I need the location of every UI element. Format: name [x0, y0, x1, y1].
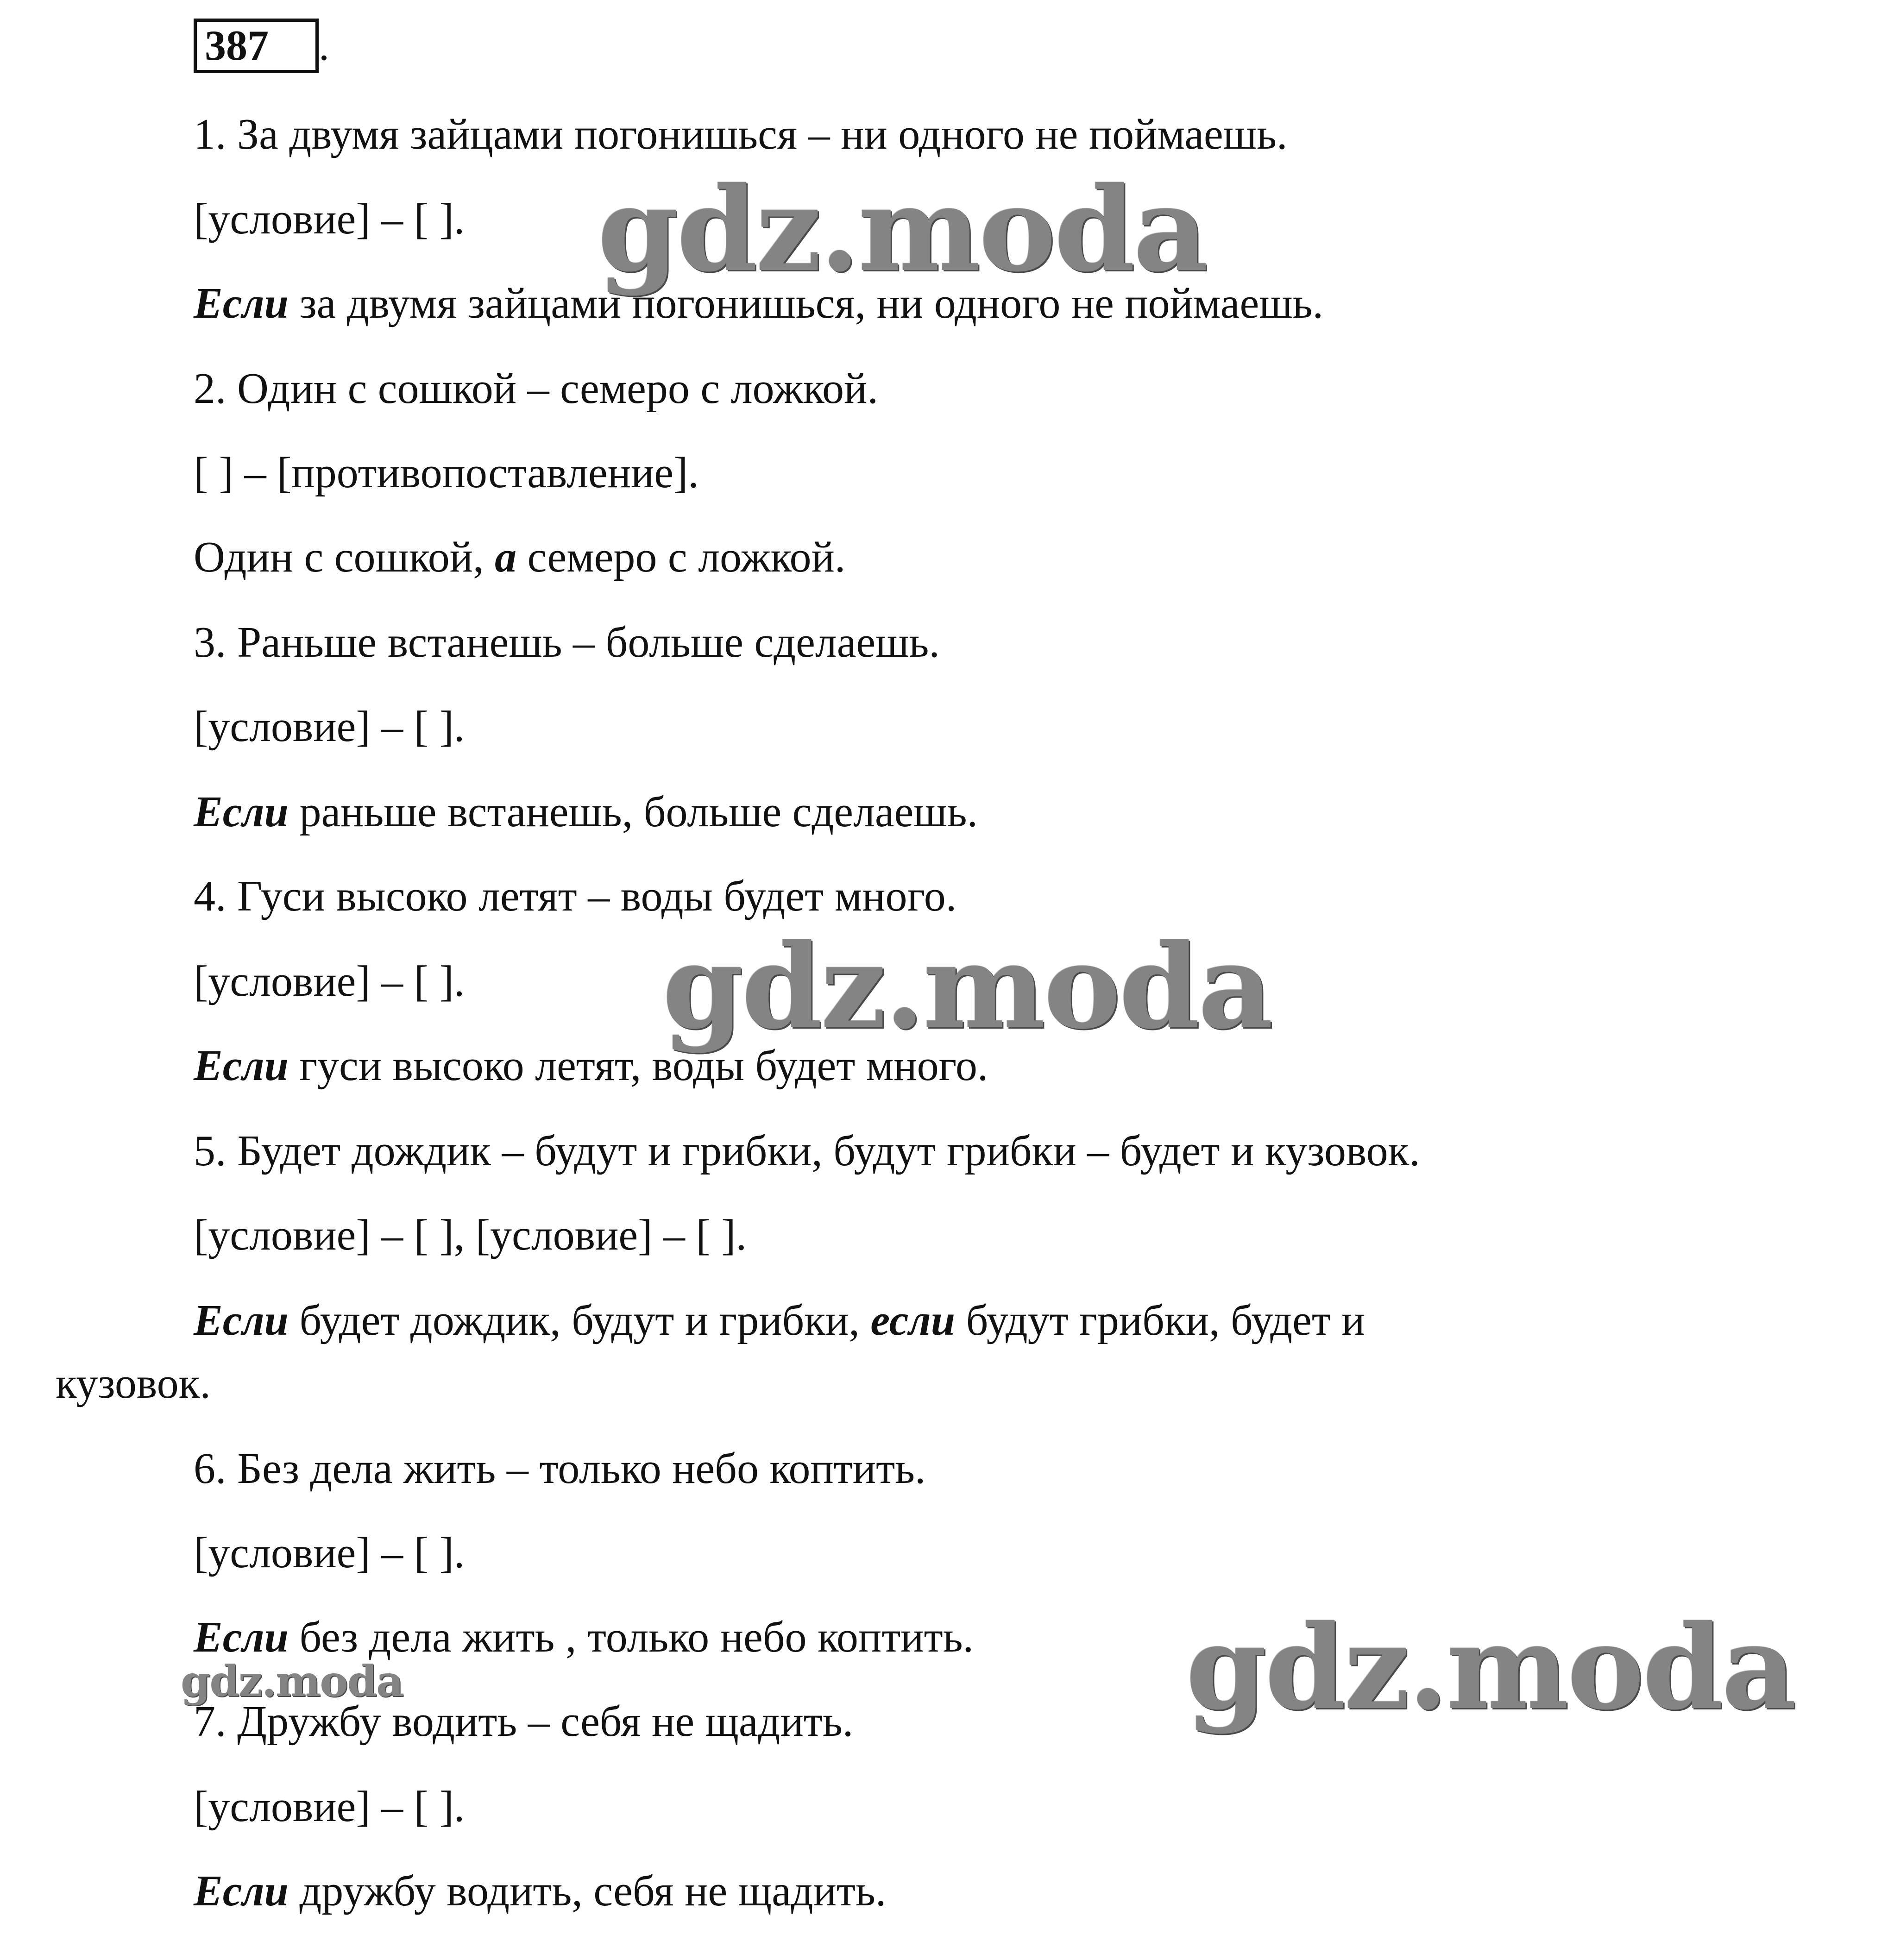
proverb-6: 6. Без дела жить – только небо коптить.	[194, 1445, 926, 1493]
conjunction-if: Если	[194, 1867, 289, 1915]
rewrite-text: будет дождик, будут и грибки,	[288, 1296, 871, 1344]
proverb-2: 2. Один с сошкой – семеро с ложкой.	[194, 364, 878, 413]
rewrite-text: семеро с ложкой.	[516, 533, 846, 581]
conjunction-if-2: если	[870, 1296, 956, 1344]
watermark-2: gdz.moda	[662, 918, 1271, 1055]
scheme-5: [условие] – [ ], [условие] – [ ].	[194, 1211, 747, 1259]
exercise-number: 387	[205, 22, 269, 69]
exercise-number-dot: .	[319, 22, 329, 69]
scheme-7: [условие] – [ ].	[194, 1783, 465, 1831]
rewrite-text: гуси высоко летят, воды будет много.	[288, 1042, 988, 1090]
rewrite-5	[194, 1295, 1365, 1346]
rewrite-7	[194, 1866, 886, 1916]
rewrite-text-2: будут грибки, будет и	[955, 1296, 1365, 1344]
proverb-5: 5. Будет дождик – будут и грибки, будут грибки – будет и кузовок.	[194, 1127, 1420, 1175]
scheme-3: [условие] – [ ].	[194, 703, 465, 751]
proverb-4: 4. Гуси высоко летят – воды будет много.	[194, 872, 957, 920]
rewrite-text: дружбу водить, себя не щадить.	[288, 1867, 887, 1915]
rewrite-text-pre: Один с сошкой,	[194, 533, 495, 581]
rewrite-2	[194, 532, 845, 583]
scheme-1: [условие] – [ ].	[194, 195, 465, 243]
conjunction-if: Если	[194, 1613, 289, 1661]
proverb-1: 1. За двумя зайцами погонишься – ни одного не поймаешь.	[194, 110, 1288, 158]
scheme-2: [ ] – [противопоставление].	[194, 449, 699, 497]
watermark-1: gdz.moda	[598, 161, 1207, 297]
conjunction-if: Если	[194, 1296, 289, 1344]
rewrite-5-continuation: кузовок.	[56, 1359, 211, 1407]
conjunction-if: Если	[194, 1042, 289, 1090]
proverb-7: 7. Дружбу водить – себя не щадить.	[194, 1697, 854, 1746]
conjunction-if: Если	[194, 788, 289, 836]
rewrite-text: без дела жить , только небо коптить.	[288, 1613, 974, 1661]
rewrite-3	[194, 786, 978, 837]
watermark-small: gdz.moda	[181, 1656, 403, 1706]
rewrite-text: за двумя зайцами погонишься, ни одного не поймаешь.	[288, 279, 1323, 327]
proverb-3: 3. Раньше встанешь – больше сделаешь.	[194, 618, 940, 666]
watermark-3: gdz.moda	[1186, 1599, 1795, 1735]
rewrite-6	[194, 1612, 974, 1663]
scheme-6: [условие] – [ ].	[194, 1529, 465, 1577]
rewrite-text: раньше встанешь, больше сделаешь.	[288, 788, 978, 836]
exercise-number-box	[194, 19, 329, 73]
conjunction-if: Если	[194, 279, 289, 327]
scheme-4: [условие] – [ ].	[194, 957, 465, 1005]
conjunction-a: а	[495, 533, 517, 581]
